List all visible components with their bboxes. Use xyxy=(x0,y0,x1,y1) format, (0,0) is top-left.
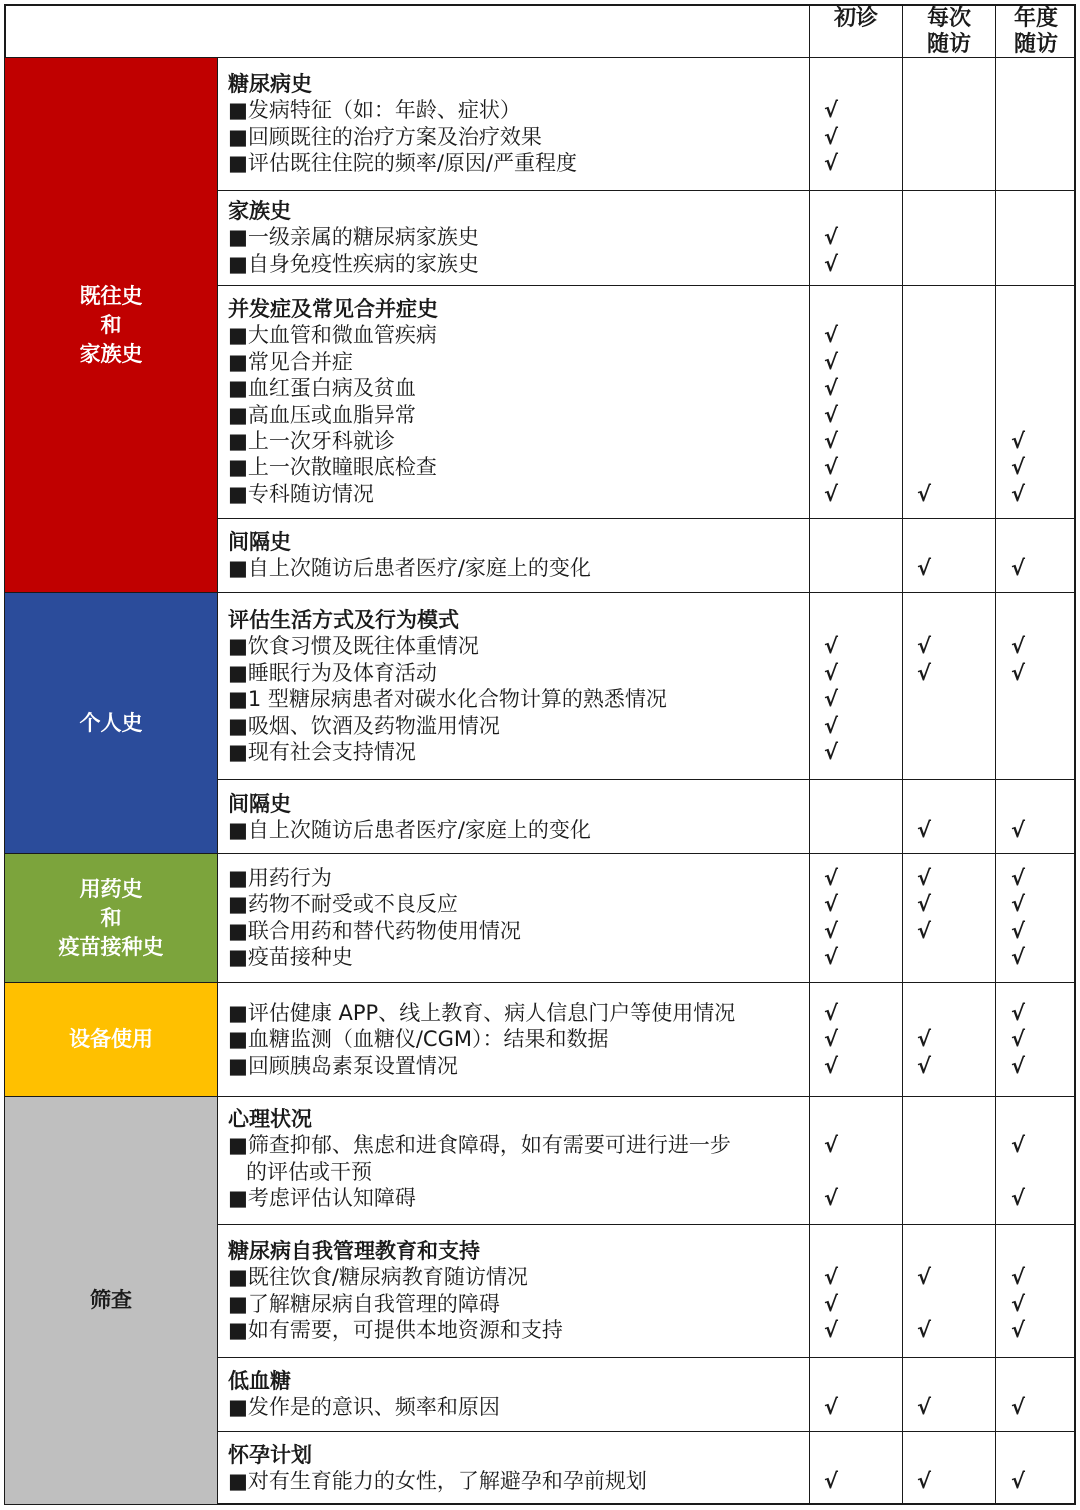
list-item: ■评估既往住院的频率/原因/严重程度 xyxy=(228,151,577,176)
category-personal-history: 个人史 xyxy=(5,593,217,853)
list-item: ■大血管和微血管疾病 xyxy=(228,323,437,348)
section-heading: 间隔史 xyxy=(228,792,291,816)
list-item: ■既往饮食/糖尿病教育随访情况 xyxy=(228,1265,528,1290)
check-mark: √ xyxy=(1010,556,1025,580)
section-interval-history-1 xyxy=(228,529,591,582)
section-hypoglycemia xyxy=(228,1368,500,1421)
check-mark: √ xyxy=(1010,455,1025,479)
section-heading: 低血糖 xyxy=(228,1369,291,1393)
check-mark: √ xyxy=(1010,1265,1025,1289)
category-history-family: 既往史 和 家族史 xyxy=(5,58,217,592)
list-item: ■发作是的意识、频率和原因 xyxy=(228,1395,500,1420)
check-mark: √ xyxy=(823,482,838,506)
section-heading: 家族史 xyxy=(228,199,291,223)
list-item: 的评估或干预 xyxy=(246,1159,372,1184)
check-mark: √ xyxy=(916,892,931,916)
check-mark: √ xyxy=(1010,1027,1025,1051)
section-heading: 并发症及常见合并症史 xyxy=(228,297,438,321)
list-item: ■吸烟、饮酒及药物滥用情况 xyxy=(228,713,500,738)
section-psychological xyxy=(228,1106,731,1212)
check-mark: √ xyxy=(823,1265,838,1289)
list-item: ■常见合并症 xyxy=(228,349,353,374)
check-mark: √ xyxy=(916,818,931,842)
check-mark: √ xyxy=(916,1318,931,1342)
check-mark: √ xyxy=(823,252,838,276)
list-item: ■对有生育能力的女性，了解避孕和孕前规划 xyxy=(228,1469,647,1494)
check-mark: √ xyxy=(823,225,838,249)
list-item: ■自身免疫性疾病的家族史 xyxy=(228,251,479,276)
check-mark: √ xyxy=(1010,1133,1025,1157)
check-mark: √ xyxy=(823,687,838,711)
check-mark: √ xyxy=(823,455,838,479)
section-heading: 糖尿病自我管理教育和支持 xyxy=(228,1239,480,1263)
check-mark: √ xyxy=(1010,1186,1025,1210)
list-item: ■睡眠行为及体育活动 xyxy=(228,660,437,685)
check-mark: √ xyxy=(823,1395,838,1419)
check-mark: √ xyxy=(916,1395,931,1419)
check-mark: √ xyxy=(823,1318,838,1342)
check-mark: √ xyxy=(1010,1001,1025,1025)
check-mark: √ xyxy=(1010,945,1025,969)
category-medication-vaccine: 用药史 和 疫苗接种史 xyxy=(5,854,217,982)
list-item: ■血红蛋白病及贫血 xyxy=(228,376,416,401)
check-mark: √ xyxy=(1010,1469,1025,1493)
check-mark: √ xyxy=(1010,919,1025,943)
col-header-initial: 初诊 xyxy=(833,6,878,31)
check-mark: √ xyxy=(916,556,931,580)
list-item: ■自上次随访后患者医疗/家庭上的变化 xyxy=(228,818,591,843)
list-item: ■了解糖尿病自我管理的障碍 xyxy=(228,1291,500,1316)
list-item: ■回顾既往的治疗方案及治疗效果 xyxy=(228,124,542,149)
check-mark: √ xyxy=(823,919,838,943)
check-mark: √ xyxy=(1010,892,1025,916)
check-mark: √ xyxy=(823,866,838,890)
check-mark: √ xyxy=(823,350,838,374)
list-item: ■一级亲属的糖尿病家族史 xyxy=(228,225,479,250)
check-mark: √ xyxy=(823,98,838,122)
check-mark: √ xyxy=(1010,1395,1025,1419)
list-item: ■如有需要，可提供本地资源和支持 xyxy=(228,1318,563,1343)
section-heading: 怀孕计划 xyxy=(228,1443,312,1467)
check-mark: √ xyxy=(823,1469,838,1493)
check-mark: √ xyxy=(1010,866,1025,890)
list-item: ■发病特征（如：年龄、症状） xyxy=(228,98,521,123)
section-medication xyxy=(228,865,521,971)
check-mark: √ xyxy=(823,125,838,149)
col-header-annual-followup: 年度 随访 xyxy=(1013,6,1058,57)
check-mark: √ xyxy=(1010,1054,1025,1078)
check-mark: √ xyxy=(823,1186,838,1210)
check-mark: √ xyxy=(1010,634,1025,658)
list-item: ■上一次散瞳眼底检查 xyxy=(228,455,437,480)
check-mark: √ xyxy=(823,661,838,685)
list-item: ■血糖监测（血糖仪/CGM）：结果和数据 xyxy=(228,1027,609,1052)
list-item: ■筛查抑郁、焦虑和进食障碍，如有需要可进行进一步 xyxy=(228,1133,731,1158)
list-item: ■药物不耐受或不良反应 xyxy=(228,892,458,917)
check-mark: √ xyxy=(823,1027,838,1051)
check-mark: √ xyxy=(823,323,838,347)
check-mark: √ xyxy=(823,1292,838,1316)
section-self-management xyxy=(228,1238,563,1344)
check-mark: √ xyxy=(916,866,931,890)
check-mark: √ xyxy=(916,1027,931,1051)
list-item: ■联合用药和替代药物使用情况 xyxy=(228,918,521,943)
check-mark: √ xyxy=(823,376,838,400)
check-mark: √ xyxy=(1010,818,1025,842)
check-mark: √ xyxy=(1010,661,1025,685)
list-item: ■用药行为 xyxy=(228,866,332,890)
list-item: ■专科随访情况 xyxy=(228,481,374,506)
section-heading: 糖尿病史 xyxy=(228,72,312,96)
check-mark: √ xyxy=(916,1469,931,1493)
check-mark: √ xyxy=(916,1054,931,1078)
list-item: ■饮食习惯及既往体重情况 xyxy=(228,634,479,659)
category-screening: 筛查 xyxy=(5,1097,217,1504)
check-mark: √ xyxy=(823,634,838,658)
list-item: ■上一次牙科就诊 xyxy=(228,429,395,454)
list-item: ■考虑评估认知障碍 xyxy=(228,1186,416,1211)
check-mark: √ xyxy=(916,919,931,943)
section-heading: 间隔史 xyxy=(228,530,291,554)
section-lifestyle xyxy=(228,607,667,765)
list-item: ■评估健康 APP、线上教育、病人信息门户等使用情况 xyxy=(228,1001,736,1025)
check-mark: √ xyxy=(823,740,838,764)
check-mark: √ xyxy=(1010,429,1025,453)
list-item: ■高血压或血脂异常 xyxy=(228,402,416,427)
check-mark: √ xyxy=(916,482,931,506)
list-item: ■回顾胰岛素泵设置情况 xyxy=(228,1053,458,1078)
check-mark: √ xyxy=(823,151,838,175)
list-item: ■现有社会支持情况 xyxy=(228,740,416,765)
check-mark: √ xyxy=(1010,482,1025,506)
col-header-each-followup: 每次 随访 xyxy=(926,6,971,57)
check-mark: √ xyxy=(916,661,931,685)
section-interval-history-2 xyxy=(228,791,591,844)
check-mark: √ xyxy=(1010,1292,1025,1316)
check-mark: √ xyxy=(823,1133,838,1157)
category-device-use: 设备使用 xyxy=(5,983,217,1096)
section-pregnancy-planning xyxy=(228,1442,647,1495)
list-item: ■疫苗接种史 xyxy=(228,945,353,970)
check-mark: √ xyxy=(823,403,838,427)
section-devices xyxy=(228,1000,735,1079)
section-heading: 评估生活方式及行为模式 xyxy=(228,608,459,632)
check-mark: √ xyxy=(823,1001,838,1025)
section-diabetes-history xyxy=(228,71,577,177)
section-heading: 心理状况 xyxy=(228,1107,312,1131)
check-mark: √ xyxy=(916,1265,931,1289)
check-mark: √ xyxy=(823,945,838,969)
check-mark: √ xyxy=(916,634,931,658)
check-mark: √ xyxy=(823,714,838,738)
section-complications xyxy=(228,296,438,507)
check-mark: √ xyxy=(823,429,838,453)
section-family-history xyxy=(228,198,479,277)
check-mark: √ xyxy=(1010,1318,1025,1342)
list-item: ■自上次随访后患者医疗/家庭上的变化 xyxy=(228,556,591,581)
list-item: ■1 型糖尿病患者对碳水化合物计算的熟悉情况 xyxy=(228,687,667,712)
check-mark: √ xyxy=(823,1054,838,1078)
check-mark: √ xyxy=(823,892,838,916)
